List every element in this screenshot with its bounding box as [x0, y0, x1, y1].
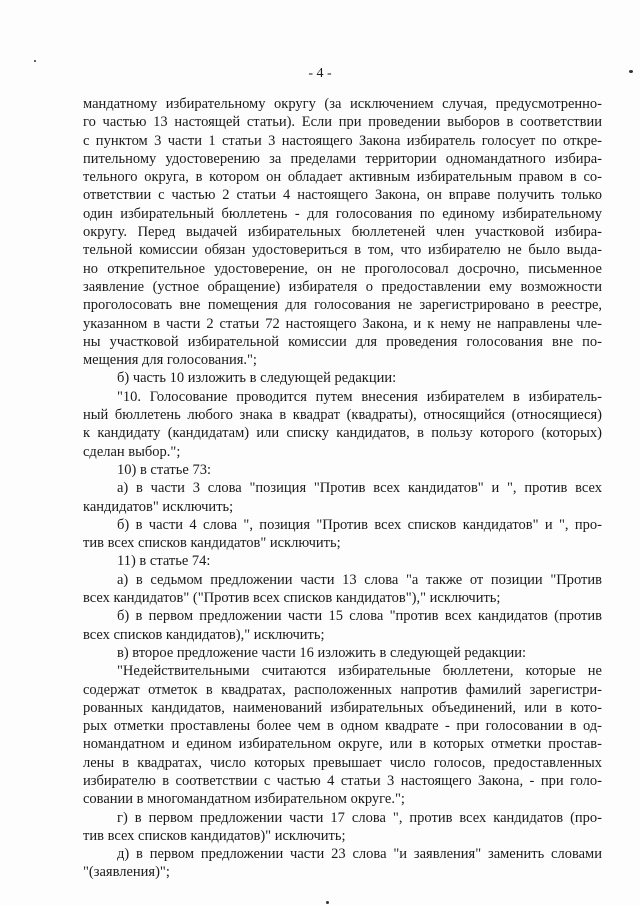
text-line: мандатному избирательному округу (за исключением случая, предусмотренно- — [83, 96, 602, 112]
scan-speck — [629, 70, 633, 73]
text-line: рованных кандидатов, наименований избирательных объединений, или в кото- — [83, 699, 602, 716]
text-line: "10. Голосование проводится путем внесения избирателем в избиратель- — [117, 388, 602, 405]
text-line: рых отметки проставлены более чем в одном квадрате - при голосовании в од- — [83, 718, 602, 735]
text-line: го частью 13 настоящей статьи). Если при проведении выборов в соответствии — [83, 114, 602, 131]
text-line: ответствии с частью 2 статьи 4 настоящего Закона, он вправе получить только — [83, 187, 602, 204]
text-line: тив всех списков кандидатов" исключить; — [83, 535, 341, 552]
text-line: проголосовать вне помещения для голосования не зарегистрировано в реестре, — [83, 297, 602, 314]
text-line: б) часть 10 изложить в следующей редакции: — [117, 370, 397, 387]
scan-speck — [34, 60, 36, 62]
text-line: 11) в статье 74: — [117, 553, 211, 570]
text-line: но открепительное удостоверение, он не проголосовал досрочно, письменное — [83, 260, 602, 277]
text-line: ны участковой избирательной комиссии для проведения голосования вне по- — [83, 333, 602, 350]
text-line: всех списков кандидатов)," исключить; — [83, 626, 325, 643]
text-line: номандатном и едином избирательном округе, или в которых отметки простав- — [83, 736, 602, 753]
text-line: содержат отметок в квадратах, расположенных напротив фамилий зарегистри- — [83, 681, 602, 698]
scan-speck — [326, 901, 329, 904]
document-body — [83, 95, 602, 882]
text-line: а) в седьмом предложении части 13 слова "а также от позиции "Против — [117, 571, 602, 588]
text-line: заявление (устное обращение) избирателя о предоставлении ему возможности — [83, 278, 602, 295]
text-line: б) в первом предложении части 15 слова "против всех кандидатов (против — [117, 608, 602, 625]
text-line: сделан выбор."; — [83, 443, 181, 460]
text-line: б) в части 4 слова ", позиция "Против всех списков кандидатов" и ", про- — [117, 516, 602, 533]
text-line: мещения для голосования."; — [83, 352, 257, 369]
text-line: а) в части 3 слова "позиция "Против всех кандидатов" и ", против всех — [117, 480, 602, 497]
page-number: - 4 - — [308, 66, 332, 81]
text-line: г) в первом предложении части 17 слова ", против всех кандидатов (про- — [117, 809, 602, 826]
text-line: д) в первом предложении части 23 слова "и заявления" заменить словами — [117, 846, 602, 863]
text-line: лены в квадратах, число которых превышает число голосов, предоставленных — [83, 754, 602, 771]
text-line: один избирательный бюллетень - для голосования по единому избирательному — [83, 205, 602, 222]
text-line: округу. Перед выдачей избирательных бюллетеней член участковой избира- — [83, 224, 602, 241]
text-line: в) второе предложение части 16 изложить в следующей редакции: — [117, 644, 526, 661]
text-line: "(заявления)"; — [83, 864, 170, 881]
text-line: тельной комиссии обязан удостовериться в том, что избирателю не было выда- — [83, 242, 602, 259]
text-line: кандидатов" исключить; — [83, 498, 234, 515]
text-line: тельного округа, в котором он обладает активным избирательным правом в со- — [83, 169, 602, 186]
text-line: к кандидату (кандидатам) или списку кандидатов, в пользу которого (которых) — [83, 425, 602, 442]
text-line: всех кандидатов" ("Против всех списков кандидатов")," исключить; — [83, 590, 501, 607]
text-line: указанном в части 2 статьи 72 настоящего Закона, и к нему не направлены чле- — [83, 315, 602, 332]
text-line: совании в многомандатном избирательном округе."; — [83, 791, 405, 808]
text-line: тив всех списков кандидатов)" исключить; — [83, 827, 346, 844]
text-line: с пунктом 3 части 1 статьи 3 настоящего Закона избиратель голосует по откре- — [83, 132, 602, 149]
text-line: избирателю в соответствии с частью 4 статьи 3 настоящего Закона, - при голо- — [83, 772, 602, 789]
text-line: "Недействительными считаются избирательные бюллетени, которые не — [117, 663, 602, 680]
text-line: пительному удостоверению за пределами территории одномандатного избира- — [83, 150, 602, 167]
text-line: 10) в статье 73: — [117, 461, 211, 478]
text-line: ный бюллетень любого знака в квадрат (квадраты), относящийся (относящиеся) — [83, 407, 602, 424]
